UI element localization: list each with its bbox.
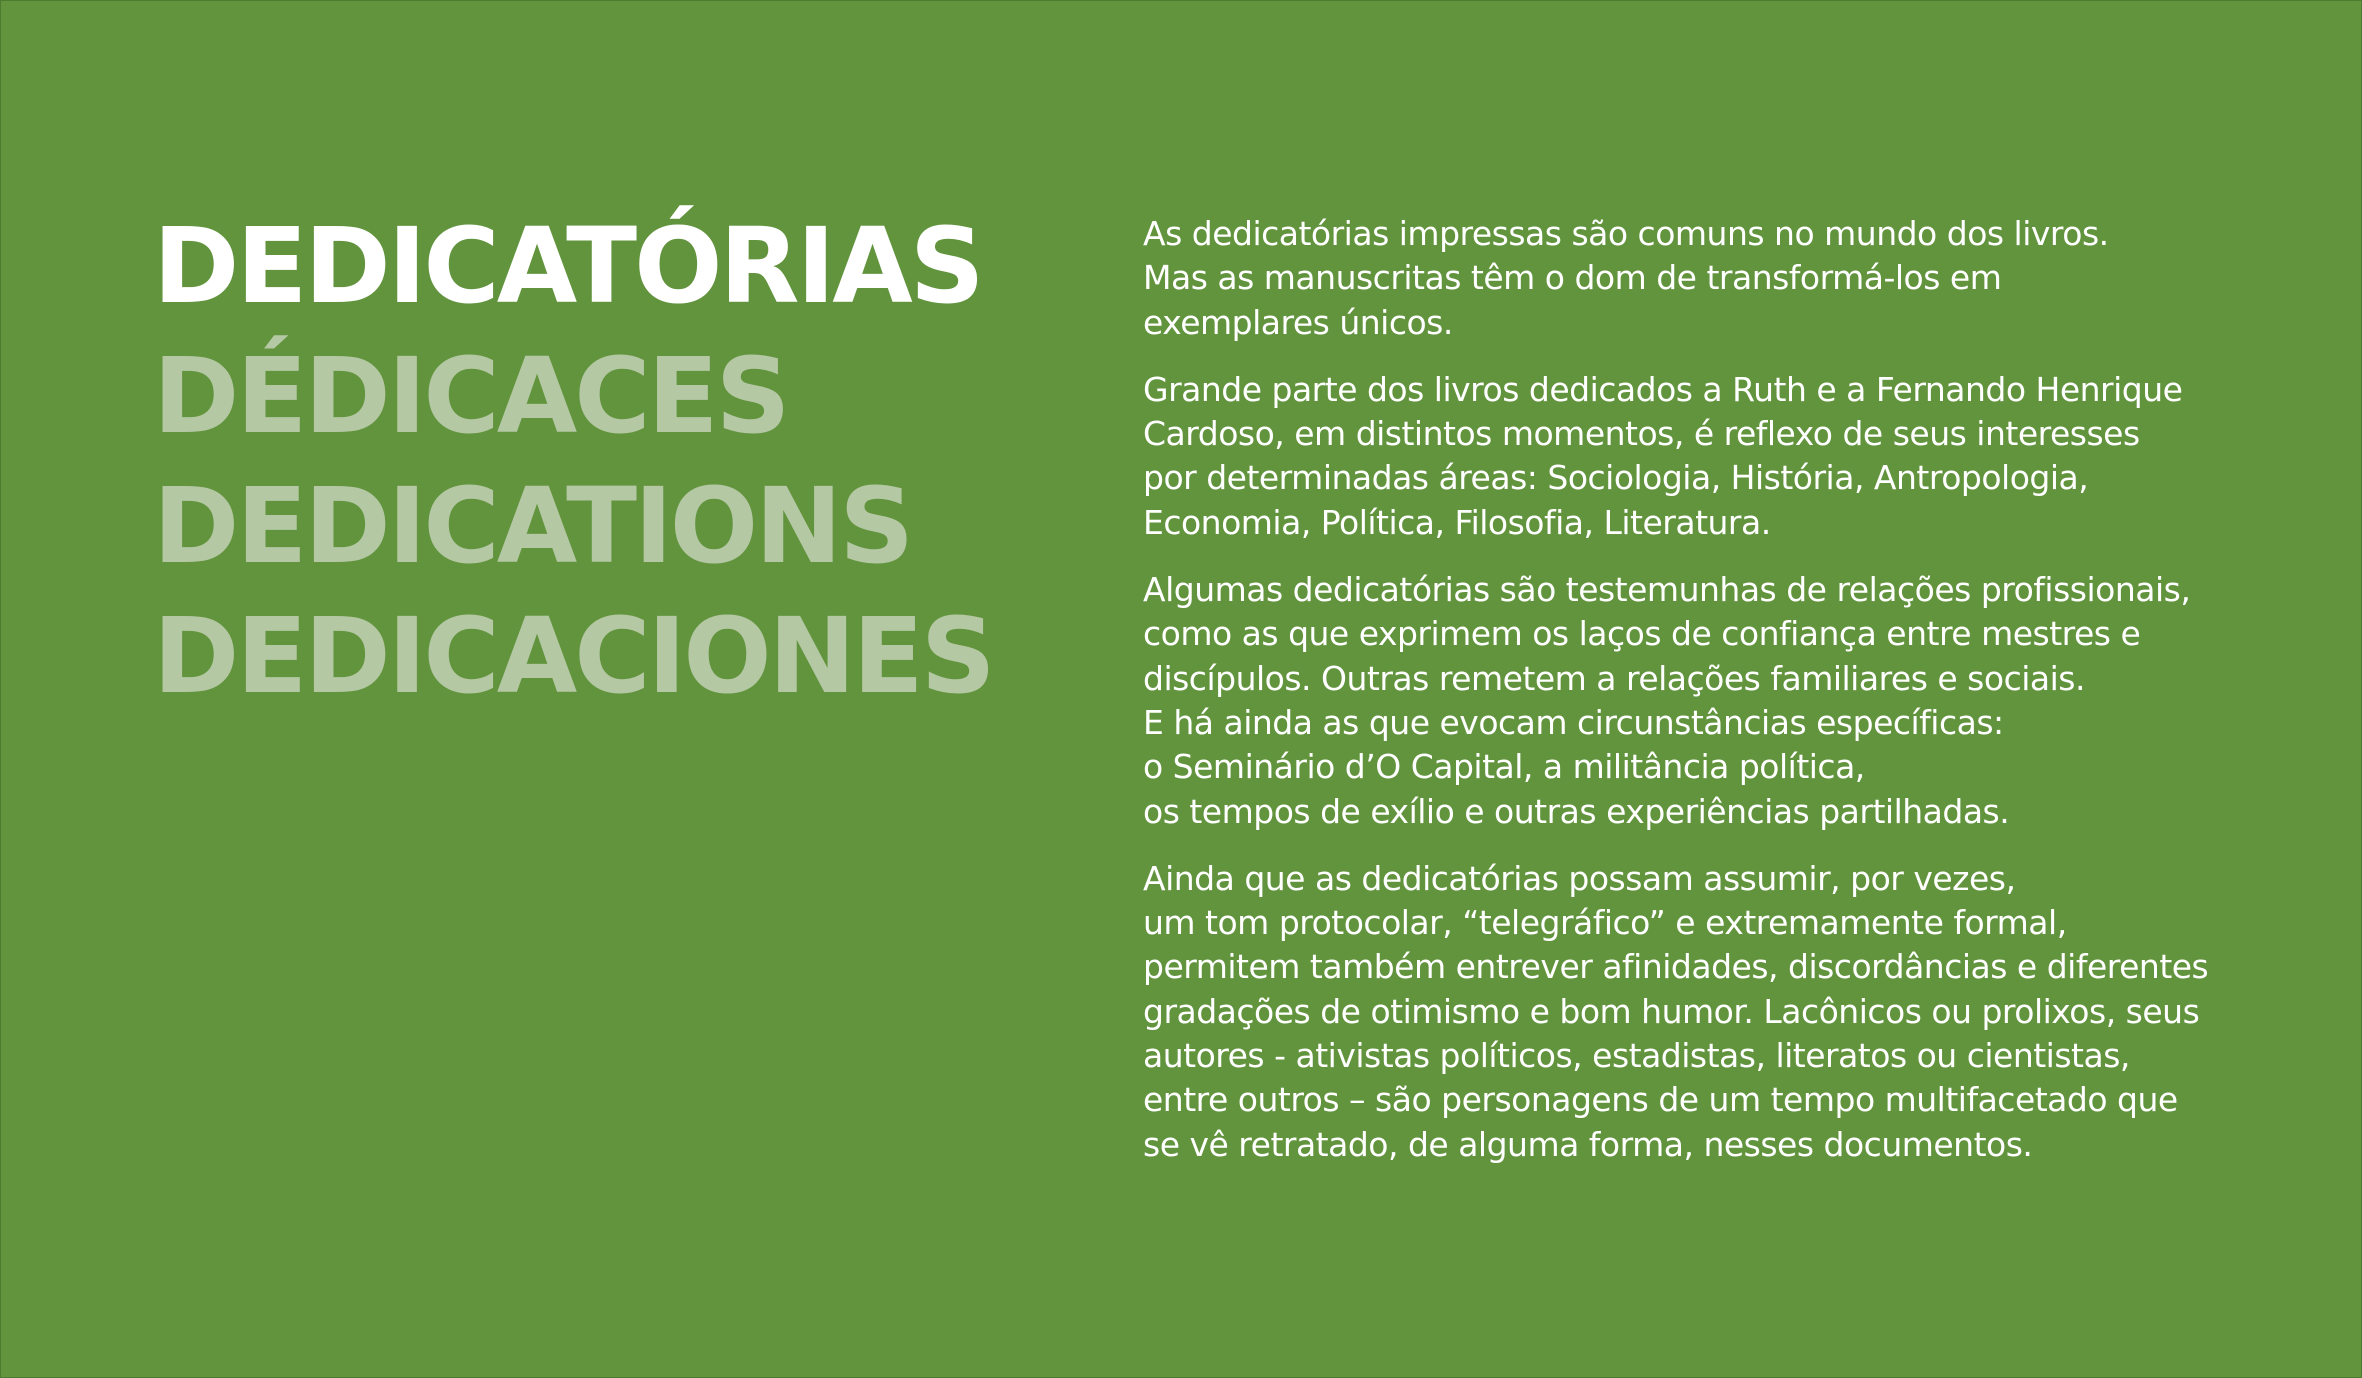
text-line: Grande parte dos livros dedicados a Ruth e a Fernando Henrique bbox=[1143, 369, 2183, 409]
text-line: As dedicatórias impressas são comuns no mundo dos livros. bbox=[1143, 214, 2109, 253]
text-line: Economia, Política, Filosofia, Literatura. bbox=[1143, 502, 1771, 542]
heading-block bbox=[153, 201, 1033, 721]
text-line: entre outros – são personagens de um tempo multifacetado que bbox=[1143, 1080, 2178, 1120]
text-line: os tempos de exílio e outras experiências partilhadas. bbox=[1143, 791, 2010, 831]
text-line: por determinadas áreas: Sociologia, História, Antropologia, bbox=[1143, 458, 2089, 498]
text-line: Ainda que as dedicatórias possam assumir, por vezes, bbox=[1143, 858, 2016, 898]
text-line: Mas as manuscritas têm o dom de transformá-los em bbox=[1143, 258, 2002, 298]
text-line: autores - ativistas políticos, estadistas, literatos ou cientistas, bbox=[1143, 1036, 2130, 1076]
text-line: como as que exprimem os laços de confiança entre mestres e bbox=[1143, 614, 2141, 654]
paragraph-1 bbox=[1143, 212, 2323, 345]
heading-portuguese: DEDICATÓRIAS bbox=[153, 205, 982, 327]
body-text bbox=[1143, 212, 2323, 1190]
paragraph-3 bbox=[1143, 568, 2323, 834]
text-line: permitem também entrever afinidades, discordâncias e diferentes bbox=[1143, 947, 2209, 987]
text-line: discípulos. Outras remetem a relações familiares e sociais. bbox=[1143, 658, 2085, 698]
text-line: um tom protocolar, “telegráfico” e extremamente formal, bbox=[1143, 903, 2067, 943]
text-line: exemplares únicos. bbox=[1143, 302, 1453, 342]
text-line: se vê retratado, de alguma forma, nesses documentos. bbox=[1143, 1124, 2033, 1164]
text-line: Algumas dedicatórias são testemunhas de relações profissionais, bbox=[1143, 570, 2191, 610]
heading-spanish: DEDICACIONES bbox=[153, 595, 993, 717]
text-line: E há ainda as que evocam circunstâncias específicas: bbox=[1143, 702, 2004, 742]
heading-english: DEDICATIONS bbox=[153, 465, 912, 587]
text-line: Cardoso, em distintos momentos, é reflexo de seus interesses bbox=[1143, 414, 2140, 454]
heading-french: DÉDICACES bbox=[153, 335, 788, 457]
paragraph-2 bbox=[1143, 368, 2323, 545]
text-line: gradações de otimismo e bom humor. Lacônicos ou prolixos, seus bbox=[1143, 991, 2200, 1031]
text-line: o Seminário d’O Capital, a militância política, bbox=[1143, 747, 1865, 787]
paragraph-4 bbox=[1143, 857, 2323, 1167]
